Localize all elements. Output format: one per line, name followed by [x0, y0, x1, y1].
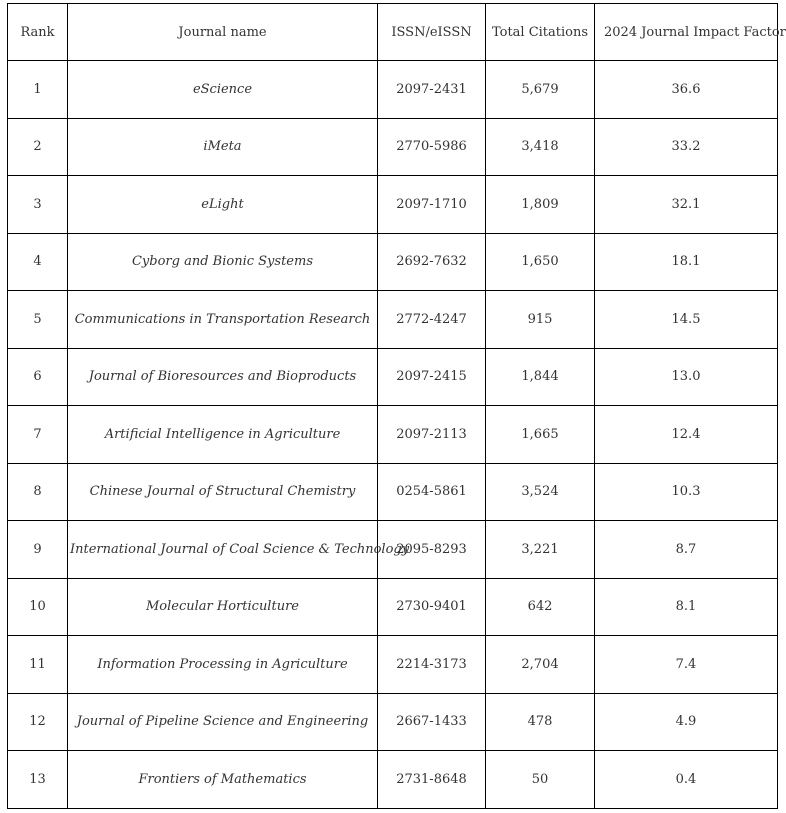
cell-journal-name: Communications in Transportation Research — [68, 291, 378, 349]
cell-rank: 10 — [8, 578, 68, 636]
cell-journal-name: eScience — [68, 61, 378, 119]
cell-impact-factor: 8.7 — [595, 521, 778, 579]
cell-impact-factor: 32.1 — [595, 176, 778, 234]
header-journal-name: Journal name — [68, 4, 378, 61]
cell-rank: 9 — [8, 521, 68, 579]
cell-journal-name: eLight — [68, 176, 378, 234]
table-row — [8, 291, 778, 349]
cell-total-citations: 1,665 — [486, 406, 595, 464]
cell-rank: 6 — [8, 348, 68, 406]
cell-journal-name: Journal of Pipeline Science and Engineering — [68, 693, 378, 751]
cell-journal-name: Frontiers of Mathematics — [68, 751, 378, 809]
cell-journal-name: Chinese Journal of Structural Chemistry — [68, 463, 378, 521]
cell-journal-name: Molecular Horticulture — [68, 578, 378, 636]
cell-issn: 2097-1710 — [378, 176, 486, 234]
table-row — [8, 463, 778, 521]
cell-rank: 13 — [8, 751, 68, 809]
cell-total-citations: 2,704 — [486, 636, 595, 694]
cell-impact-factor: 12.4 — [595, 406, 778, 464]
table-row — [8, 521, 778, 579]
cell-journal-name: Artificial Intelligence in Agriculture — [68, 406, 378, 464]
header-issn: ISSN/eISSN — [378, 4, 486, 61]
cell-journal-name: Journal of Bioresources and Bioproducts — [68, 348, 378, 406]
table-row — [8, 751, 778, 809]
cell-impact-factor: 33.2 — [595, 118, 778, 176]
cell-impact-factor: 36.6 — [595, 61, 778, 119]
cell-issn: 2667-1433 — [378, 693, 486, 751]
table-row — [8, 61, 778, 119]
table-row — [8, 348, 778, 406]
cell-total-citations: 3,524 — [486, 463, 595, 521]
cell-total-citations: 478 — [486, 693, 595, 751]
journal-ranking-table-container — [7, 3, 786, 811]
cell-impact-factor: 4.9 — [595, 693, 778, 751]
cell-total-citations: 3,221 — [486, 521, 595, 579]
cell-journal-name: Information Processing in Agriculture — [68, 636, 378, 694]
cell-rank: 12 — [8, 693, 68, 751]
cell-rank: 8 — [8, 463, 68, 521]
cell-impact-factor: 0.4 — [595, 751, 778, 809]
cell-issn: 0254-5861 — [378, 463, 486, 521]
cell-issn: 2730-9401 — [378, 578, 486, 636]
cell-total-citations: 642 — [486, 578, 595, 636]
cell-impact-factor: 10.3 — [595, 463, 778, 521]
header-total-citations: Total Citations — [486, 4, 595, 61]
cell-journal-name: Cyborg and Bionic Systems — [68, 233, 378, 291]
cell-total-citations: 1,844 — [486, 348, 595, 406]
table-row — [8, 233, 778, 291]
header-impact-factor: 2024 Journal Impact Factor — [595, 4, 778, 61]
cell-impact-factor: 18.1 — [595, 233, 778, 291]
cell-issn: 2692-7632 — [378, 233, 486, 291]
table-row — [8, 693, 778, 751]
cell-issn: 2097-2431 — [378, 61, 486, 119]
cell-impact-factor: 14.5 — [595, 291, 778, 349]
cell-issn: 2214-3173 — [378, 636, 486, 694]
cell-rank: 11 — [8, 636, 68, 694]
cell-rank: 7 — [8, 406, 68, 464]
cell-total-citations: 3,418 — [486, 118, 595, 176]
cell-issn: 2095-8293 — [378, 521, 486, 579]
table-header — [8, 4, 786, 61]
table-row — [8, 636, 778, 694]
cell-rank: 2 — [8, 118, 68, 176]
cell-rank: 3 — [8, 176, 68, 234]
cell-total-citations: 1,650 — [486, 233, 595, 291]
table-row — [8, 578, 778, 636]
cell-impact-factor: 13.0 — [595, 348, 778, 406]
cell-rank: 5 — [8, 291, 68, 349]
header-row — [8, 4, 778, 61]
cell-issn: 2097-2113 — [378, 406, 486, 464]
cell-issn: 2097-2415 — [378, 348, 486, 406]
table-row — [8, 118, 778, 176]
cell-total-citations: 5,679 — [486, 61, 595, 119]
cell-total-citations: 50 — [486, 751, 595, 809]
cell-issn: 2772-4247 — [378, 291, 486, 349]
table-body — [8, 61, 778, 809]
cell-impact-factor: 7.4 — [595, 636, 778, 694]
cell-rank: 4 — [8, 233, 68, 291]
cell-issn: 2770-5986 — [378, 118, 486, 176]
cell-rank: 1 — [8, 61, 68, 119]
header-rank: Rank — [8, 4, 68, 61]
table-row — [8, 176, 778, 234]
cell-journal-name: iMeta — [68, 118, 378, 176]
cell-impact-factor: 8.1 — [595, 578, 778, 636]
journal-ranking-table — [7, 3, 786, 809]
cell-journal-name: International Journal of Coal Science & Technology — [68, 521, 378, 579]
cell-total-citations: 915 — [486, 291, 595, 349]
cell-total-citations: 1,809 — [486, 176, 595, 234]
table-row — [8, 406, 778, 464]
cell-issn: 2731-8648 — [378, 751, 486, 809]
